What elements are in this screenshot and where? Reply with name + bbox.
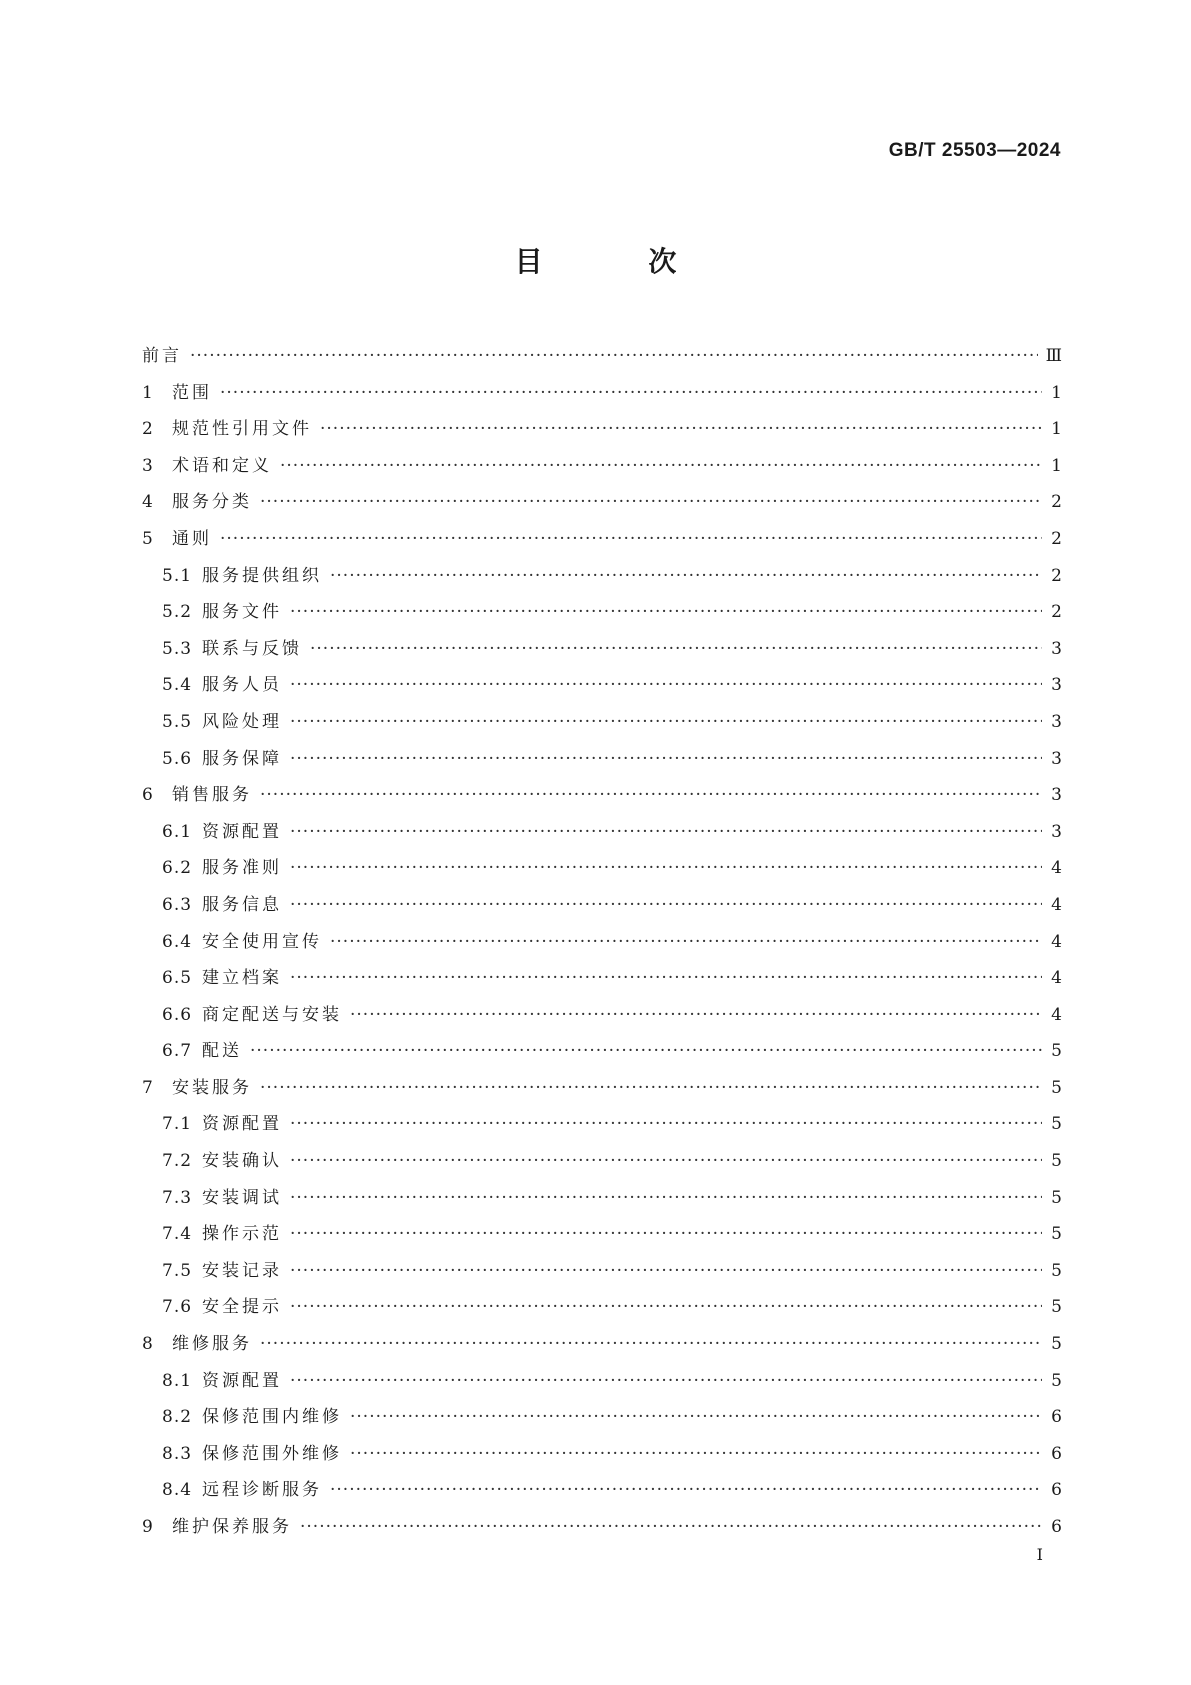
toc-entry-title: 术语和定义 [172, 455, 272, 476]
toc-entry-page: 3 [1051, 748, 1062, 769]
toc-dot-leader [300, 1509, 1042, 1546]
toc-dot-leader [290, 960, 1042, 997]
toc-entry-number: 1 [142, 382, 154, 403]
table-of-contents [142, 338, 1062, 1546]
toc-entry-title: 风险处理 [202, 711, 282, 732]
toc-entry-number: 5.2 [162, 602, 193, 623]
toc-entry[interactable] [142, 631, 1062, 668]
toc-dot-leader [350, 997, 1042, 1034]
toc-entry-number: 5.5 [162, 711, 193, 732]
toc-dot-leader [220, 375, 1042, 412]
page-title: 目 次 [514, 245, 725, 278]
toc-entry-title: 建立档案 [202, 968, 282, 989]
toc-entry-title: 安装确认 [202, 1151, 282, 1172]
toc-entry-number: 6.7 [162, 1041, 193, 1062]
toc-entry-title: 服务保障 [202, 748, 282, 769]
toc-entry-number: 6.1 [162, 821, 193, 842]
toc-dot-leader [290, 1363, 1042, 1400]
toc-entry[interactable] [142, 1399, 1062, 1436]
toc-entry-number: 7.4 [162, 1224, 193, 1245]
toc-entry[interactable] [142, 484, 1062, 521]
toc-entry-page: 2 [1051, 602, 1062, 623]
toc-dot-leader [290, 1253, 1042, 1290]
toc-entry-title: 资源配置 [202, 1370, 282, 1391]
toc-entry-number: 3 [142, 455, 154, 476]
toc-entry-number: 7 [142, 1077, 154, 1098]
toc-entry[interactable] [142, 850, 1062, 887]
toc-entry-title: 通则 [172, 528, 212, 549]
toc-entry-page: 3 [1051, 785, 1062, 806]
toc-entry[interactable] [142, 411, 1062, 448]
toc-entry-number: 5.4 [162, 675, 193, 696]
toc-entry-page: 5 [1051, 1260, 1062, 1281]
toc-entry-number: 5.1 [162, 565, 193, 586]
toc-entry-title: 安全使用宣传 [202, 931, 322, 952]
toc-dot-leader [260, 777, 1042, 814]
toc-entry[interactable] [142, 1436, 1062, 1473]
toc-entry-page: 6 [1051, 1407, 1062, 1428]
toc-dot-leader [290, 1216, 1042, 1253]
toc-entry-page: 2 [1051, 528, 1062, 549]
toc-entry[interactable] [142, 1326, 1062, 1363]
toc-entry-page: 6 [1051, 1443, 1062, 1464]
toc-entry[interactable] [142, 1180, 1062, 1217]
toc-entry-number: 6.4 [162, 931, 193, 952]
toc-dot-leader [290, 741, 1042, 778]
toc-entry-title: 维修服务 [172, 1334, 252, 1355]
toc-entry[interactable] [142, 1509, 1062, 1546]
standard-number: GB/T 25503—2024 [888, 140, 1061, 161]
toc-entry-page: 1 [1051, 382, 1062, 403]
toc-entry-title: 远程诊断服务 [202, 1480, 322, 1501]
toc-entry-title: 配送 [202, 1041, 242, 1062]
toc-entry-title: 资源配置 [202, 1114, 282, 1135]
toc-entry[interactable] [142, 704, 1062, 741]
toc-entry-number: 4 [142, 492, 154, 513]
toc-dot-leader [290, 1180, 1042, 1217]
toc-entry-title: 资源配置 [202, 821, 282, 842]
toc-entry-number: 7.3 [162, 1187, 193, 1208]
toc-entry[interactable] [142, 1363, 1062, 1400]
toc-dot-leader [290, 1289, 1042, 1326]
toc-entry-page: 4 [1051, 968, 1062, 989]
toc-entry-number: 5 [142, 528, 154, 549]
toc-dot-leader [290, 704, 1042, 741]
toc-dot-leader [260, 484, 1042, 521]
toc-entry[interactable] [142, 338, 1062, 375]
toc-entry-page: 5 [1051, 1334, 1062, 1355]
toc-entry-page: 2 [1051, 565, 1062, 586]
toc-entry-page: 5 [1051, 1370, 1062, 1391]
toc-entry[interactable] [142, 741, 1062, 778]
toc-dot-leader [290, 1143, 1042, 1180]
toc-entry-title: 服务提供组织 [202, 565, 322, 586]
toc-entry-number: 6.3 [162, 894, 193, 915]
toc-entry-number: 8.1 [162, 1370, 193, 1391]
toc-dot-leader [290, 667, 1042, 704]
toc-dot-leader [290, 814, 1042, 851]
toc-dot-leader [320, 411, 1042, 448]
toc-dot-leader [280, 448, 1042, 485]
toc-entry[interactable] [142, 1253, 1062, 1290]
toc-entry-title: 安全提示 [202, 1297, 282, 1318]
toc-entry-page: 4 [1051, 858, 1062, 879]
toc-entry[interactable] [142, 887, 1062, 924]
toc-dot-leader [260, 1326, 1042, 1363]
toc-entry-title: 服务人员 [202, 675, 282, 696]
toc-entry-page: 1 [1051, 419, 1062, 440]
toc-entry-number: 7.5 [162, 1260, 193, 1281]
toc-dot-leader [190, 338, 1038, 375]
toc-dot-leader [330, 1472, 1042, 1509]
toc-entry-title: 范围 [172, 382, 212, 403]
toc-entry[interactable] [142, 997, 1062, 1034]
toc-entry-page: 4 [1051, 1004, 1062, 1025]
toc-entry-title: 服务准则 [202, 858, 282, 879]
toc-entry[interactable] [142, 1216, 1062, 1253]
toc-entry-page: 5 [1051, 1224, 1062, 1245]
toc-entry-number: 8 [142, 1334, 154, 1355]
toc-entry[interactable] [142, 448, 1062, 485]
toc-dot-leader [220, 521, 1042, 558]
toc-dot-leader [310, 631, 1042, 668]
toc-dot-leader [350, 1436, 1042, 1473]
toc-entry-page: 3 [1051, 675, 1062, 696]
toc-entry-number: 5.3 [162, 638, 193, 659]
toc-dot-leader [330, 924, 1042, 961]
toc-entry-number: 8.4 [162, 1480, 193, 1501]
toc-entry[interactable] [142, 1033, 1062, 1070]
toc-entry-page: 3 [1051, 711, 1062, 732]
toc-dot-leader [330, 558, 1042, 595]
toc-entry-title: 服务信息 [202, 894, 282, 915]
toc-entry[interactable] [142, 594, 1062, 631]
toc-entry-page: 2 [1051, 492, 1062, 513]
toc-entry-number: 5.6 [162, 748, 193, 769]
toc-entry-title: 维护保养服务 [172, 1517, 292, 1537]
toc-entry-title: 销售服务 [172, 785, 252, 806]
toc-entry[interactable] [142, 667, 1062, 704]
toc-entry-page: 5 [1051, 1297, 1062, 1318]
toc-entry[interactable] [142, 1289, 1062, 1326]
toc-entry[interactable] [142, 924, 1062, 961]
toc-entry-title: 服务文件 [202, 602, 282, 623]
toc-entry-page: 5 [1051, 1114, 1062, 1135]
toc-entry-number: 8.3 [162, 1443, 193, 1464]
toc-entry-page: 6 [1051, 1480, 1062, 1501]
toc-dot-leader [250, 1033, 1042, 1070]
toc-entry-title: 保修范围外维修 [202, 1443, 342, 1464]
toc-entry-page: 6 [1051, 1517, 1062, 1537]
toc-entry-number: 6 [142, 785, 154, 806]
toc-dot-leader [350, 1399, 1042, 1436]
toc-entry-number: 6.6 [162, 1004, 193, 1025]
toc-entry-title: 保修范围内维修 [202, 1407, 342, 1428]
toc-entry-page: 4 [1051, 894, 1062, 915]
toc-entry-number: 7.6 [162, 1297, 193, 1318]
toc-entry-number: 2 [142, 419, 154, 440]
footer-page-number: I [1036, 1545, 1043, 1564]
toc-entry-title: 安装调试 [202, 1187, 282, 1208]
toc-entry[interactable] [142, 777, 1062, 814]
toc-entry-page: 5 [1051, 1151, 1062, 1172]
toc-entry-number: 7.2 [162, 1151, 193, 1172]
toc-entry-page: 5 [1051, 1187, 1062, 1208]
toc-entry-title: 商定配送与安装 [202, 1004, 342, 1025]
toc-entry-number: 8.2 [162, 1407, 193, 1428]
toc-entry-page: 3 [1051, 821, 1062, 842]
toc-dot-leader [260, 1070, 1042, 1107]
toc-entry[interactable] [142, 1472, 1062, 1509]
toc-entry[interactable] [142, 814, 1062, 851]
toc-entry-title: 前言 [142, 346, 182, 366]
toc-entry[interactable] [142, 1143, 1062, 1180]
toc-entry-title: 操作示范 [202, 1224, 282, 1245]
toc-dot-leader [290, 850, 1042, 887]
toc-dot-leader [290, 887, 1042, 924]
toc-entry-page: 5 [1051, 1077, 1062, 1098]
toc-entry-title: 规范性引用文件 [172, 419, 312, 440]
toc-entry-title: 安装记录 [202, 1260, 282, 1281]
toc-entry-title: 安装服务 [172, 1077, 252, 1098]
toc-entry-page: Ⅲ [1045, 346, 1062, 366]
toc-dot-leader [290, 1106, 1042, 1143]
toc-entry-page: 3 [1051, 638, 1062, 659]
toc-entry-page: 4 [1051, 931, 1062, 952]
toc-entry[interactable] [142, 960, 1062, 997]
toc-entry[interactable] [142, 558, 1062, 595]
toc-entry-number: 9 [142, 1517, 154, 1537]
toc-entry[interactable] [142, 375, 1062, 412]
toc-entry-title: 联系与反馈 [202, 638, 302, 659]
toc-entry[interactable] [142, 1070, 1062, 1107]
toc-entry[interactable] [142, 521, 1062, 558]
toc-entry-number: 6.2 [162, 858, 193, 879]
toc-entry-number: 6.5 [162, 968, 193, 989]
toc-entry-title: 服务分类 [172, 492, 252, 513]
toc-dot-leader [290, 594, 1042, 631]
toc-entry-page: 5 [1051, 1041, 1062, 1062]
toc-entry-page: 1 [1051, 455, 1062, 476]
toc-entry-number: 7.1 [162, 1114, 193, 1135]
toc-entry[interactable] [142, 1106, 1062, 1143]
